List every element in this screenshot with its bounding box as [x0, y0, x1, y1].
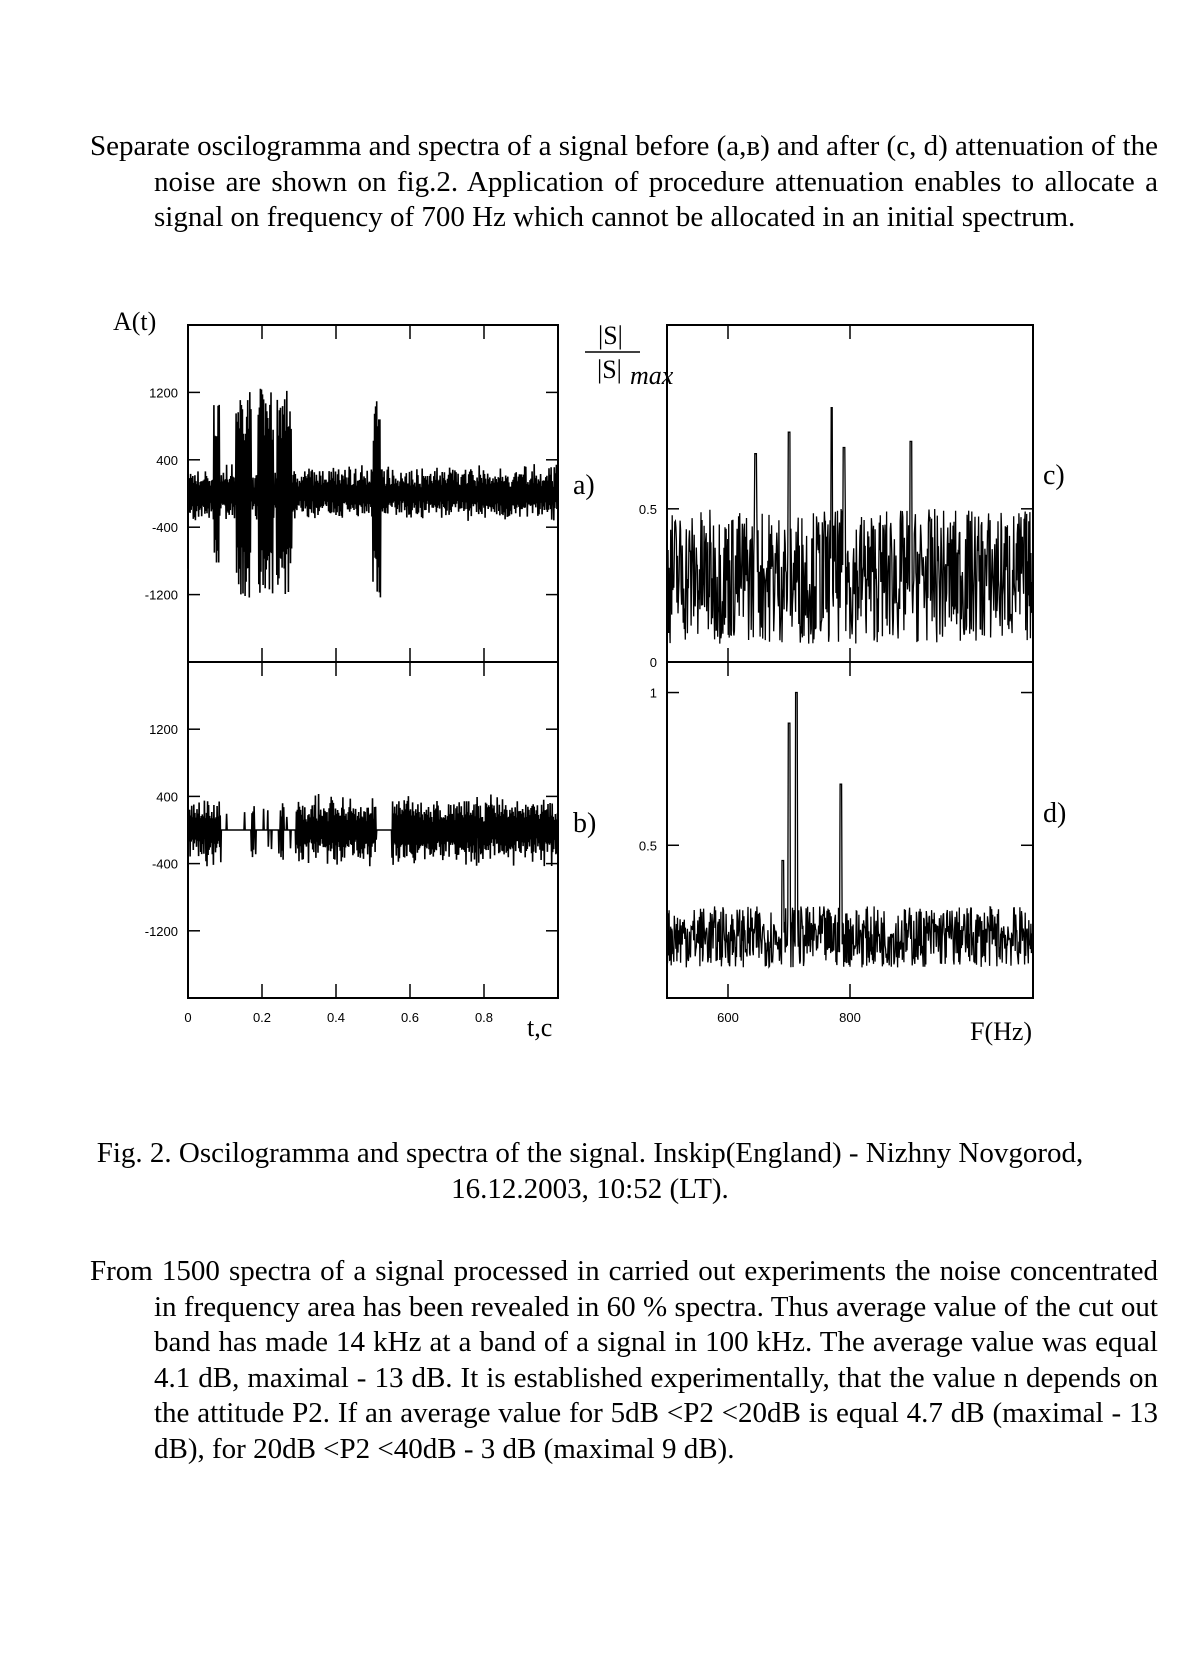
panel-label-b: b) [573, 808, 597, 839]
y-tick-label-c: 0.5 [638, 501, 657, 517]
left-ylabel: A(t) [113, 307, 157, 336]
y-tick-label-b: -400 [151, 856, 178, 872]
series-line-c [667, 408, 1033, 644]
y-tick-label-d: 1 [649, 685, 657, 701]
left-xlabel: t,c [527, 1013, 553, 1042]
x-tick-label-b: 0.4 [326, 1010, 346, 1025]
x-tick-label-b: 0 [184, 1010, 192, 1025]
right-ylabel [585, 321, 674, 390]
y-tick-label-b: 400 [156, 789, 178, 805]
y-tick-label-a: 1200 [149, 385, 178, 401]
right-ylabel-denominator: |S| [597, 355, 622, 384]
y-tick-label-b: -1200 [144, 923, 178, 939]
x-tick-label-b: 0.8 [474, 1010, 494, 1025]
right-ylabel-subscript: max [630, 361, 674, 390]
figure-caption: Fig. 2. Oscilogramma and spectra of the signal. Inskip(England) - Nizhny Novgorod, 16.12.2003, 10:52 (LT). [96, 1137, 1084, 1205]
series-line-d [667, 693, 1033, 968]
panel-label-c: c) [1043, 460, 1065, 491]
intro-paragraph: Separate oscilogramma and spectra of a signal before (a,в) and after (c, d) attenuation of the noise are shown on fig.2. Application of procedure attenuation enables to allocate a signal on frequency of 700 Hz which cannot be allocated in an initial spectrum. [90, 130, 1158, 233]
series-line-b [188, 794, 558, 866]
right-xlabel: F(Hz) [970, 1017, 1033, 1046]
x-tick-label-d: 600 [717, 1010, 739, 1025]
x-tick-label-b: 0.6 [400, 1010, 420, 1025]
panel-label-d: d) [1043, 798, 1067, 829]
y-tick-label-c: 0 [649, 655, 657, 670]
plot-layer [145, 325, 1033, 1025]
figure-oscilogramma-spectra [0, 300, 1100, 1060]
y-tick-label-a: -400 [151, 520, 178, 536]
y-tick-label-b: 1200 [149, 722, 178, 738]
right-ylabel-numerator: |S| [598, 321, 623, 350]
y-tick-label-d: 0.5 [638, 838, 657, 854]
panel-label-a: a) [573, 470, 595, 501]
x-tick-label-d: 800 [839, 1010, 861, 1025]
y-tick-label-a: 400 [156, 452, 178, 468]
series-line-a [188, 389, 558, 598]
x-tick-label-b: 0.2 [252, 1010, 272, 1025]
results-paragraph: From 1500 spectra of a signal processed in carried out experiments the noise concentrated in frequency area has been revealed in 60 % spectra. Thus average value of the cut out band has made 14 kHz at a band of a signal in 100 kHz. The average value was equal 4.1 dB, maximal - 13 dB. It is established experimentally, that the value n depends on the attitude P2. If an average value for 5dB <P2 <20dB is equal 4.7 dB (maximal - 13 dB), for 20dB <P2 <40dB - 3 dB (maximal 9 dB). [90, 1255, 1158, 1465]
y-tick-label-a: -1200 [144, 587, 178, 603]
